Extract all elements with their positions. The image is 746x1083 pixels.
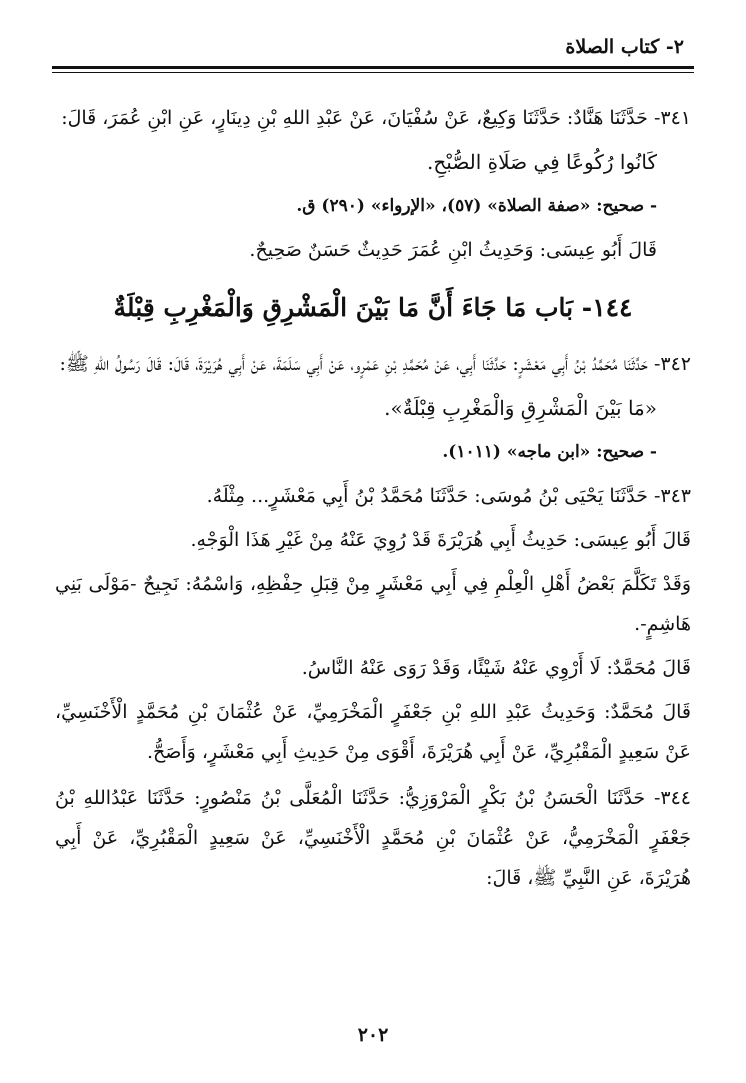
hadith-343-text: ٣٤٣- حَدَّثَنَا يَحْيَى بْنُ مُوسَى: حَدَّثَنَا مُحَمَّدُ بْنُ أَبِي مَعْشَرٍ... مِثْلَهُ.: [206, 485, 691, 507]
hadith-342-grade: - صحيح: «ابن ماجه» (١٠١١).: [442, 442, 657, 462]
hadith-343-note-2: وَقَدْ تَكَلَّمَ بَعْضُ أَهْلِ الْعِلْمِ فِي أَبِي مَعْشَرٍ مِنْ قِبَلِ حِفْظِهِ، وَاسْمُهُ: نَجِيحٌ -مَوْلَى بَنِي هَاشِمٍ-.: [55, 573, 691, 635]
hadith-341-text: ٣٤١- حَدَّثَنَا هَنَّادٌ: حَدَّثَنَا وَكِيعٌ، عَنْ سُفْيَانَ، عَنْ عَبْدِ اللهِ بْنِ دِينَارٍ، عَنِ ابْنِ عُمَرَ، قَالَ:: [61, 107, 691, 129]
chapter-144-title: ١٤٤- بَاب مَا جَاءَ أَنَّ مَا بَيْنَ الْمَشْرِقِ وَالْمَغْرِبِ قِبْلَةٌ: [113, 293, 633, 322]
hadith-343-note-1: قَالَ أَبُو عِيسَى: حَدِيثُ أَبِي هُرَيْرَةَ قَدْ رُوِيَ عَنْهُ مِنْ غَيْرِ هَذَا الْوَجْهِ.: [190, 529, 691, 551]
hadith-343-note-3: قَالَ مُحَمَّدٌ: لَا أَرْوِي عَنْهُ شَيْئًا، وَقَدْ رَوَى عَنْهُ النَّاسُ.: [301, 657, 691, 679]
hadith-342-text: ٣٤٢- حَدَّثَنَا مُحَمَّدُ بْنُ أَبِي مَعْشَرٍ: حَدَّثَنَا أَبِي، عَنْ مُحَمَّدِ بْنِ عَمْرٍو، عَنْ أَبِي سَلَمَةَ، عَنْ أَبِي هُرَيْرَةَ، قَالَ: قَالَ رَسُولُ اللهِ ﷺ:: [59, 353, 691, 375]
hadith-344-text: ٣٤٤- حَدَّثَنَا الْحَسَنُ بْنُ بَكْرٍ الْمَرْوَزِيُّ: حَدَّثَنَا الْمُعَلَّى بْنُ مَنْصُورٍ: حَدَّثَنَا عَبْدُاللهِ بْنُ جَعْفَرٍ الْمَخْرَمِيُّ، عَنْ عُثْمَانَ بْنِ مُحَمَّدٍ الْأَخْنَسِيِّ، عَنْ سَعِيدٍ الْمَقْبُرِيِّ، عَنْ أَبِي هُرَيْرَةَ، عَنِ النَّبِيِّ ﷺ، قَالَ:: [55, 787, 691, 889]
hadith-341-note: قَالَ أَبُو عِيسَى: وَحَدِيثُ ابْنِ عُمَرَ حَدِيثٌ حَسَنٌ صَحِيحٌ.: [249, 239, 657, 261]
page-body: [55, 98, 691, 902]
page-number: ٢٠٢: [357, 1024, 389, 1046]
running-head: ٢- كتاب الصلاة: [565, 36, 684, 58]
hadith-342-quote: «مَا بَيْنَ الْمَشْرِقِ وَالْمَغْرِبِ قِبْلَةٌ».: [384, 396, 657, 420]
header-rule-thick: [52, 66, 694, 69]
hadith-341-quote: كَانُوا رُكُوعًا فِي صَلَاةِ الصُّبْحِ.: [427, 150, 657, 174]
hadith-343-note-4: قَالَ مُحَمَّدٌ: وَحَدِيثُ عَبْدِ اللهِ بْنِ جَعْفَرٍ الْمَخْرَمِيِّ، عَنْ عُثْمَانَ بْنِ مُحَمَّدٍ الْأَخْنَسِيِّ، عَنْ سَعِيدٍ الْمَقْبُرِيِّ، عَنْ أَبِي هُرَيْرَةَ، أَقْوَى مِنْ حَدِيثِ أَبِي مَعْشَرٍ، وَأَصَحُّ.: [55, 701, 691, 763]
hadith-341-grade: - صحيح: «صفة الصلاة» (٥٧)، «الإرواء» (٢٩٠) ق.: [296, 196, 657, 216]
header-rule-thin: [52, 72, 694, 73]
